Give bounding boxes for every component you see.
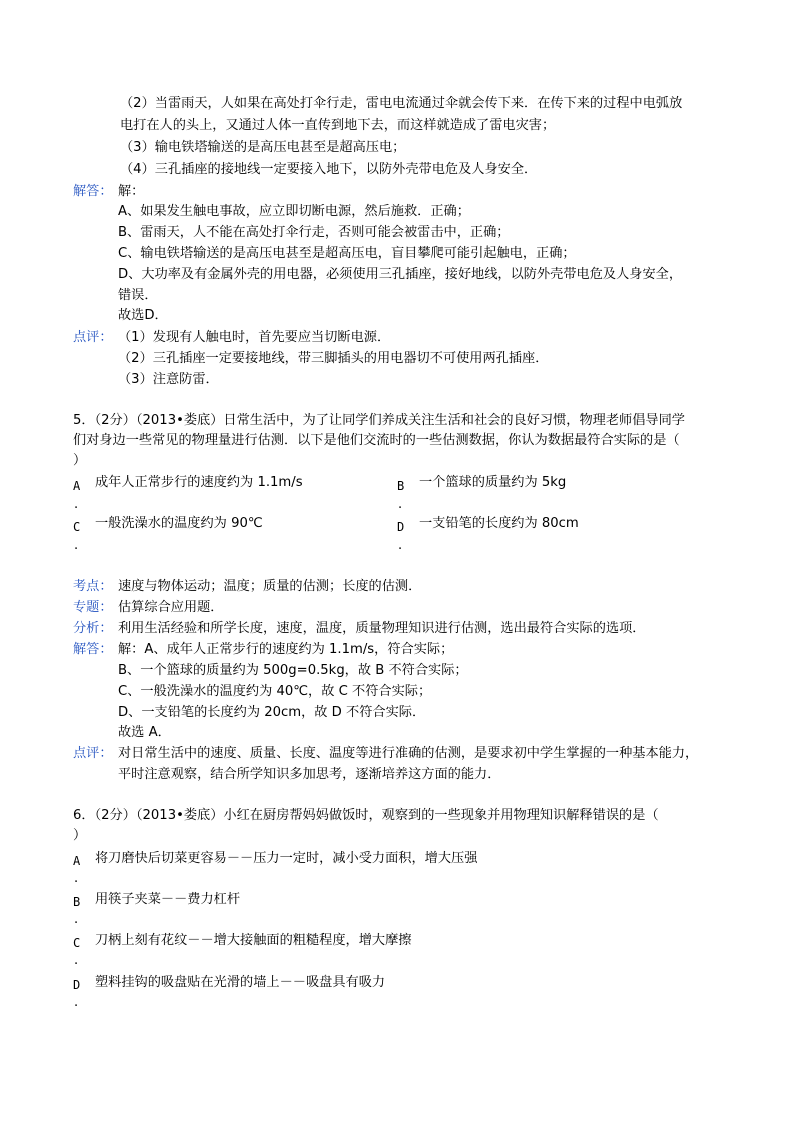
- analysis-line: （4）三孔插座的接地线一定要接入地下，以防外壳带电危及人身安全．: [120, 162, 538, 177]
- comment-line: （2）三孔插座一定要接地线，带三脚插头的用电器切不可使用两孔插座．: [118, 351, 549, 366]
- question-stem: ）: [73, 828, 87, 843]
- answer-line: C、一般洗澡水的温度约为 40℃，故 C 不符合实际；: [118, 684, 432, 699]
- comment-line: （3）注意防雷．: [118, 372, 219, 387]
- question-stem: 5．（2分）（2013•娄底）日常生活中，为了让同学们养成关注生活和社会的良好习惯，物理老师倡导同学: [73, 413, 685, 428]
- option-letter: B: [397, 479, 405, 493]
- analysis-line: （3）输电铁塔输送的是高压电甚至是超高压电；: [120, 140, 406, 155]
- kaodian-text: 速度与物体运动；温度；质量的估测；长度的估测．: [118, 579, 422, 594]
- answer-line: 解：: [118, 184, 145, 199]
- answer-line: B、一个篮球的质量约为 500g=0.5kg，故 B 不符合实际；: [118, 663, 468, 678]
- answer-line: A、如果发生触电事故，应立即切断电源，然后施救．正确；: [118, 204, 470, 219]
- option-text: 一个篮球的质量约为 5kg: [419, 475, 567, 490]
- answer-line: 故选 A．: [118, 725, 171, 740]
- comment-line: 平时注意观察，结合所学知识多加思考，逐渐培养这方面的能力．: [118, 767, 501, 782]
- answer-label: 解答：: [73, 642, 113, 657]
- comment-line: 对日常生活中的速度、质量、长度、温度等进行准确的估测，是要求初中学生掌握的一种基本能力，: [118, 746, 699, 761]
- option-text: 刀柄上刻有花纹－－增大接触面的粗糙程度，增大摩擦: [95, 933, 412, 948]
- option-dot: .: [398, 497, 403, 512]
- answer-label: 解答：: [73, 184, 113, 199]
- option-letter: C: [73, 520, 81, 534]
- question-stem: 们对身边一些常见的物理量进行估测．以下是他们交流时的一些估测数据，你认为数据最符合实际的是（: [73, 433, 680, 448]
- answer-line: C、输电铁塔输送的是高压电甚至是超高压电，盲目攀爬可能引起触电，正确；: [118, 246, 576, 261]
- option-dot: .: [398, 538, 403, 553]
- question-stem: ）: [73, 453, 87, 468]
- comment-label: 点评：: [73, 746, 113, 761]
- option-letter: C: [73, 936, 81, 950]
- answer-line: D、一支铅笔的长度约为 20cm，故 D 不符合实际．: [118, 705, 426, 720]
- fenxi-label: 分析：: [73, 621, 113, 636]
- option-letter: A: [73, 479, 81, 493]
- option-letter: D: [73, 978, 81, 992]
- comment-line: （1）发现有人触电时，首先要应当切断电源．: [118, 330, 391, 345]
- analysis-line: 电打在人的头上，又通过人体一直传到地下去，而这样就造成了雷电灾害；: [120, 118, 556, 133]
- answer-line: 错误．: [118, 288, 158, 303]
- option-dot: .: [74, 497, 79, 512]
- option-dot: .: [74, 912, 79, 927]
- option-dot: .: [74, 995, 79, 1010]
- question-stem: 6．（2分）（2013•娄底）小红在厨房帮妈妈做饭时，观察到的一些现象并用物理知识解释错误的是（: [73, 808, 659, 823]
- zhuanti-text: 估算综合应用题．: [118, 600, 224, 615]
- option-dot: .: [74, 953, 79, 968]
- option-text: 一般洗澡水的温度约为 90℃: [95, 516, 263, 531]
- answer-line: 故选D．: [118, 308, 168, 323]
- fenxi-text: 利用生活经验和所学长度，速度，温度，质量物理知识进行估测，选出最符合实际的选项．: [118, 621, 646, 636]
- option-text: 将刀磨快后切菜更容易－－压力一定时，减小受力面积，增大压强: [95, 851, 478, 866]
- option-text: 用筷子夹菜－－费力杠杆: [95, 892, 241, 907]
- option-letter: A: [73, 854, 81, 868]
- kaodian-label: 考点：: [73, 579, 113, 594]
- option-dot: .: [74, 871, 79, 886]
- answer-line: 解：A、成年人正常步行的速度约为 1.1m/s，符合实际；: [118, 642, 454, 657]
- analysis-line: （2）当雷雨天，人如果在高处打伞行走，雷电电流通过伞就会传下来．在传下来的过程中电弧放: [120, 96, 683, 111]
- answer-line: B、雷雨天，人不能在高处打伞行走，否则可能会被雷击中，正确；: [118, 225, 510, 240]
- option-text: 成年人正常步行的速度约为 1.1m/s: [95, 475, 303, 490]
- option-letter: D: [397, 520, 405, 534]
- zhuanti-label: 专题：: [73, 600, 113, 615]
- option-text: 塑料挂钩的吸盘贴在光滑的墙上－－吸盘具有吸力: [95, 975, 386, 990]
- comment-label: 点评：: [73, 330, 113, 345]
- option-letter: B: [73, 895, 81, 909]
- option-text: 一支铅笔的长度约为 80cm: [419, 516, 579, 531]
- option-dot: .: [74, 538, 79, 553]
- answer-line: D、大功率及有金属外壳的用电器，必须使用三孔插座，接好地线，以防外壳带电危及人身安全，: [118, 267, 683, 282]
